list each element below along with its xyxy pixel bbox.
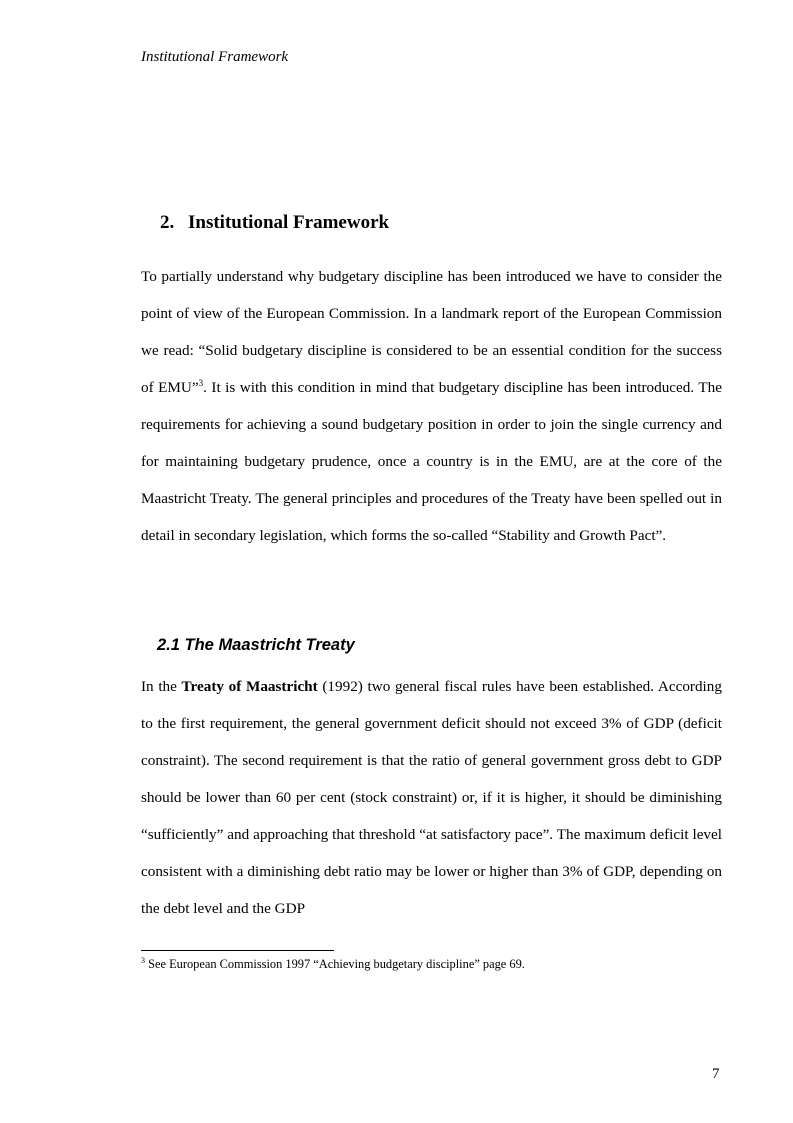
treaty-name: Treaty of Maastricht [181, 678, 318, 695]
section-number: 2. [160, 212, 175, 233]
subsection-title: 2.1 The Maastricht Treaty [157, 636, 355, 654]
footnote-divider [141, 950, 334, 951]
page-number: 7 [712, 1066, 720, 1082]
paragraph-maastricht-text-b: (1992) two general fiscal rules have been established. According to the first requirement, the general government deficit should not exceed 3% of GDP (deficit constraint). The second requirement is that the ratio of general government gross debt to GDP should be lower than 60 per cent (stock constraint) or, if it is higher, it should be diminishing “sufficiently” and approaching that threshold “at satisfactory pace”. The maximum deficit level consistent with a diminishing debt ratio may be lower or higher than 3% of GDP, depending on the debt level and the GDP [141, 678, 722, 917]
paragraph-intro-text-a: To partially understand why budgetary discipline has been introduced we have to consider the point of view of the European Commission. In a landmark report of the European Commission we read: “Solid budgetary discipline is considered to be an essential condition for the success of EMU” [141, 268, 722, 396]
running-header: Institutional Framework [141, 49, 289, 65]
section-title-text: Institutional Framework [188, 212, 390, 233]
footnote [141, 957, 525, 972]
paragraph-maastricht-text-a: In the [141, 678, 182, 695]
paragraph-intro [141, 258, 722, 554]
paragraph-maastricht [141, 668, 722, 927]
footnote-reference[interactable]: 3 [198, 377, 204, 388]
footnote-marker: 3 [141, 955, 145, 965]
paragraph-intro-text-b: . It is with this condition in mind that budgetary discipline has been introduced. The requirements for achieving a sound budgetary position in order to join the single currency and for maintaining budgetary prudence, once a country is in the EMU, are at the core of the Maastricht Treaty. The general principles and procedures of the Treaty have been spelled out in detail in secondary legislation, which forms the so-called “Stability and Growth Pact”. [141, 379, 722, 544]
section-title [160, 212, 389, 234]
footnote-text: See European Commission 1997 “Achieving budgetary discipline” page 69. [145, 957, 525, 971]
